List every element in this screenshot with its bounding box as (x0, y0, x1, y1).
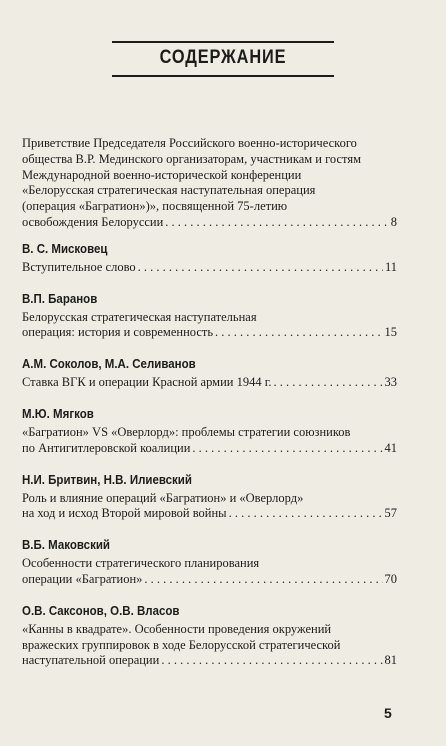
page-title: СОДЕРЖАНИЕ (159, 47, 287, 68)
toc-title-line: освобождения Белоруссии (22, 214, 164, 229)
toc-title-line: Роль и влияние операций «Багратион» и «Оверлорд» (22, 490, 304, 505)
toc-title-last-line (22, 215, 397, 231)
dot-leader (229, 506, 383, 522)
toc-title-last-line (22, 572, 397, 588)
toc-title-line: на ход и исход Второй мировой войны (22, 506, 227, 521)
toc-author: Н.И. Бритвин, Н.В. Илиевский (22, 472, 192, 487)
toc-entry (22, 241, 397, 276)
dot-leader (165, 215, 388, 231)
toc-author: В.Б. Маковский (22, 538, 110, 553)
toc-title-last-line (22, 375, 397, 391)
toc-author: В. С. Мисковец (22, 241, 108, 256)
toc-entry (22, 356, 397, 391)
toc-entry (22, 472, 397, 523)
toc-entry (22, 136, 397, 231)
toc-title-line: Вступительное слово (22, 259, 136, 274)
toc-author: М.Ю. Мягков (22, 406, 94, 421)
toc-title-line: «Белорусская стратегическая наступательная операция (22, 183, 316, 198)
toc-title-last-line (22, 441, 397, 457)
toc-page-number: 15 (384, 325, 397, 340)
toc-title-last-line (22, 325, 397, 341)
toc-page-number: 8 (390, 214, 397, 229)
dot-leader (274, 375, 383, 391)
toc-entry (22, 603, 397, 669)
toc-title-line: Особенности стратегического планирования (22, 556, 260, 571)
toc-title-line: наступательной операции (22, 653, 160, 668)
dot-leader (138, 260, 383, 276)
toc-entry (22, 537, 397, 588)
toc-page-number: 57 (384, 506, 397, 521)
title-rule-bottom (112, 75, 334, 77)
toc-title-line: операции «Багратион» (22, 571, 143, 586)
table-of-contents (22, 136, 397, 684)
toc-title-line: по Антигитлеровской коалиции (22, 440, 191, 455)
toc-author: В.П. Баранов (22, 291, 98, 306)
toc-title-line: (операция «Багратион»)», посвященной 75-летию (22, 199, 288, 214)
toc-title-last-line (22, 653, 397, 669)
toc-title-line: Белорусская стратегическая наступательная (22, 309, 257, 324)
toc-title-line: общества В.Р. Мединского организаторам, участникам и гостям (22, 151, 361, 166)
toc-title-line: Приветствие Председателя Российского военно-исторического (22, 136, 357, 150)
toc-entry (22, 291, 397, 342)
toc-page-number: 11 (384, 259, 397, 274)
toc-page-number: 33 (384, 375, 397, 390)
toc-author: А.М. Соколов, М.А. Селиванов (22, 357, 196, 372)
toc-title-last-line (22, 506, 397, 522)
toc-page-number: 81 (384, 653, 397, 668)
dot-leader (161, 653, 382, 669)
dot-leader (192, 441, 382, 457)
toc-title-line: «Канны в квадрате». Особенности проведения окружений (22, 621, 332, 636)
toc-author: О.В. Саксонов, О.В. Власов (22, 603, 180, 618)
toc-title-line: «Багратион» VS «Оверлорд»: проблемы стратегии союзников (22, 424, 351, 439)
toc-title-line: Ставка ВГК и операции Красной армии 1944 г. (22, 375, 272, 390)
dot-leader (144, 572, 382, 588)
dot-leader (215, 325, 382, 341)
title-rule-top (112, 41, 334, 43)
toc-entry (22, 406, 397, 457)
toc-page-number: 41 (384, 440, 397, 455)
toc-title-last-line (22, 260, 397, 276)
page-number: 5 (384, 705, 392, 721)
toc-page-number: 70 (384, 571, 397, 586)
toc-title-line: вражеских группировок в ходе Белорусской стратегической (22, 637, 341, 652)
toc-title-line: операция: история и современность (22, 325, 214, 340)
toc-title-line: Международной военно-исторической конференции (22, 167, 302, 182)
